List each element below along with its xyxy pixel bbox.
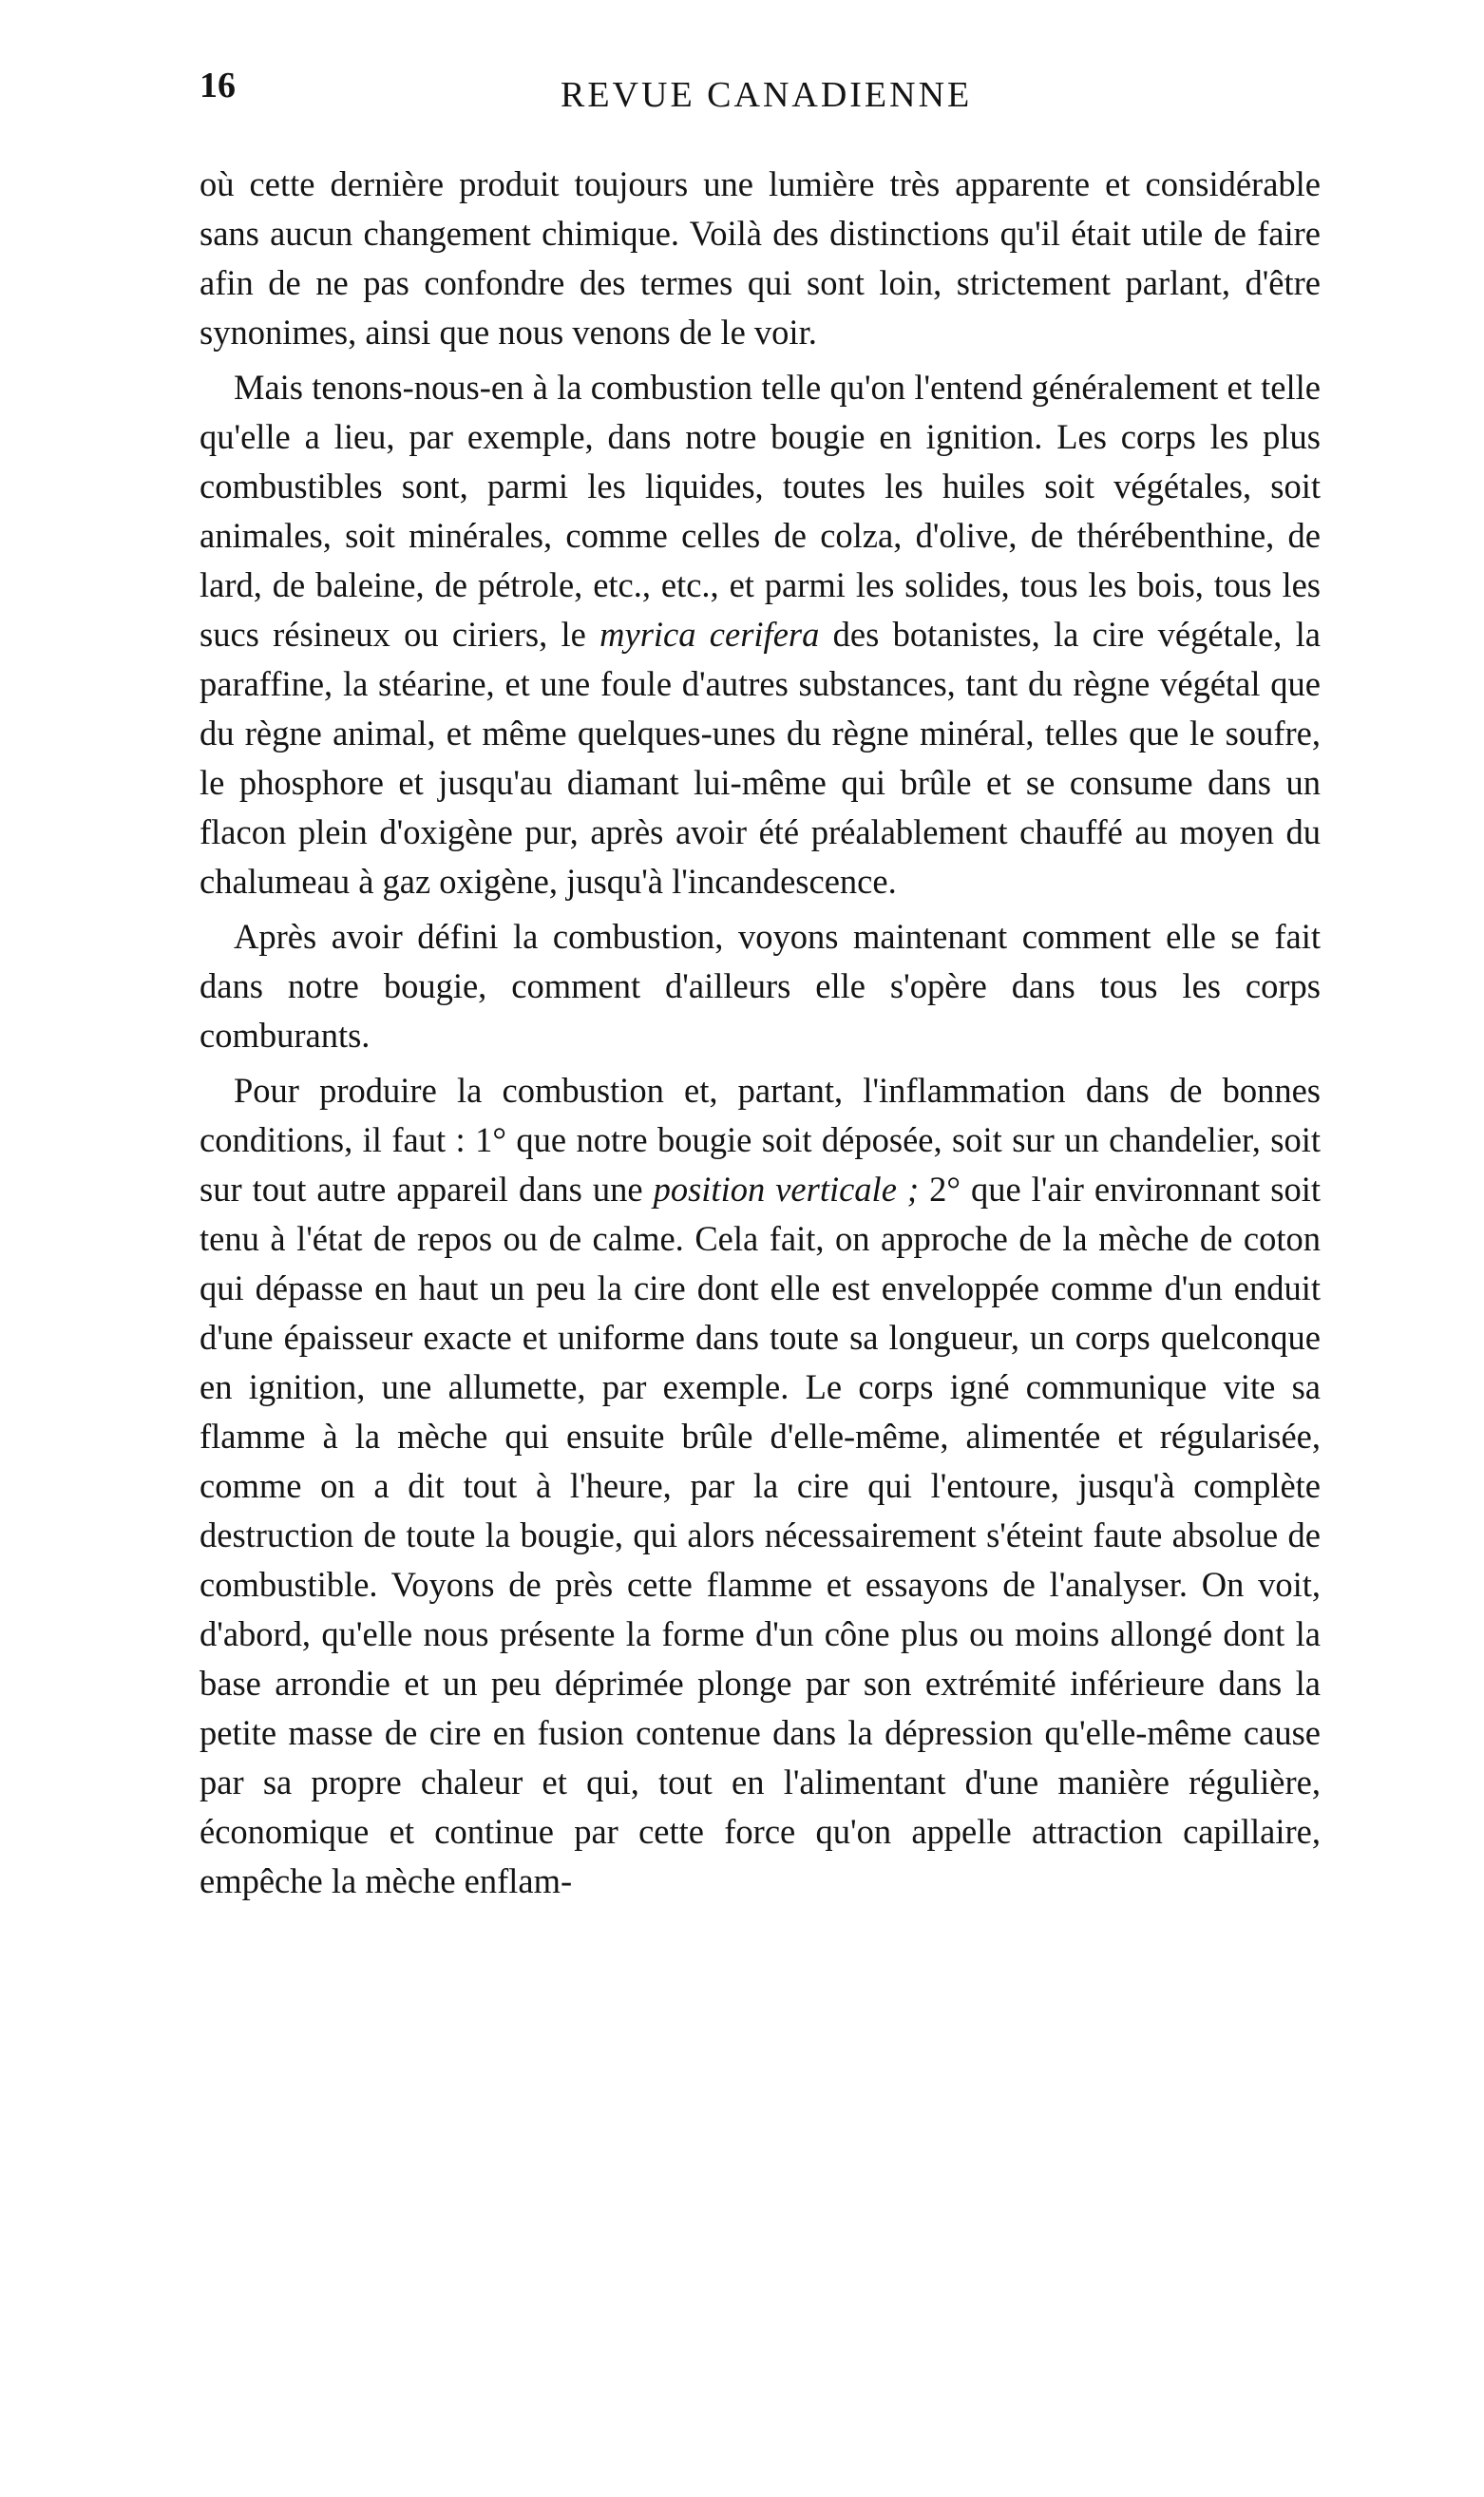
page-number: 16: [200, 66, 236, 105]
journal-title: REVUE CANADIENNE: [561, 75, 973, 115]
document-page: [152, 57, 1349, 2470]
paragraph-3: Après avoir défini la combustion, voyons maintenant comment elle se fait dans notre bougie, comment d'ailleurs elle s'opère dans tous les corps comburants.: [200, 917, 1321, 1055]
paragraph-2-text-a: Mais tenons-nous-en à la combustion telle qu'on l'entend généralement et telle qu'elle a lieu, par exemple, dans notre bougie en ignition. Les corps les plus combustibles sont, parmi les liquides, toutes les huiles soit végétales, soit animales, soit minérales, comme celles de colza, d'olive, de thérébenthine, de lard, de baleine, de pétrole, etc., etc., et parmi les solides, tous les bois, tous les sucs résineux ou ciriers, le: [200, 368, 1321, 654]
paragraph-2: [200, 363, 1321, 906]
paragraph-4-italic: position verticale ;: [653, 1170, 920, 1209]
paragraph-2-text-b: des botanistes, la cire végétale, la paraffine, la stéarine, et une foule d'autres substances, tant du règne végétal que du règne animal, et même quelques-unes du règne minéral, telles que le soufre, le phosphore et jusqu'au diamant lui-même qui brûle et se consume dans un flacon plein d'oxigène pur, après avoir été préalablement chauffé au moyen du chalumeau à gaz oxigène, jusqu'à l'incandescence.: [200, 615, 1321, 901]
paragraph-4-text-a: Pour produire la combustion et, partant, l'inflammation dans de bonnes conditions, il faut : 1° que notre bougie soit déposée, soit sur un chandelier, soit sur tout autre appareil dans une: [200, 1071, 1321, 1209]
paragraph-1: où cette dernière produit toujours une lumière très apparente et considérable sans aucun changement chimique. Voilà des distinctions qu'il était utile de faire afin de ne pas confondre des termes qui sont loin, strictement parlant, d'être synonimes, ainsi que nous venons de le voir.: [200, 164, 1321, 352]
paragraph-4: [200, 1066, 1321, 1906]
paragraph-4-text-b: 2° que l'air environnant soit tenu à l'état de repos ou de calme. Cela fait, on approche de la mèche de coton qui dépasse en haut un peu la cire dont elle est enveloppée comme d'un enduit d'une épaisseur exacte et uniforme dans toute sa longueur, un corps quelconque en ignition, une allumette, par exemple. Le corps igné communique vite sa flamme à la mèche qui ensuite brûle d'elle-même, alimentée et régularisée, comme on a dit tout à l'heure, par la cire qui l'entoure, jusqu'à complète destruction de toute la bougie, qui alors nécessairement s'éteint faute absolue de combustible. Voyons de près cette flamme et essayons de l'analyser. On voit, d'abord, qu'elle nous présente la forme d'un cône plus ou moins allongé dont la base arrondie et un peu déprimée plonge par son extrémité inférieure dans la petite masse de cire en fusion contenue dans la dépression qu'elle-même cause par sa propre chaleur et qui, tout en l'alimentant d'une manière régulière, économique et continue par cette force qu'on appelle attraction capillaire, empêche la mèche enflam-: [200, 1170, 1321, 1900]
body-text: [152, 160, 1349, 1906]
running-head: [152, 57, 1349, 124]
paragraph-2-italic: myrica cerifera: [599, 615, 820, 654]
